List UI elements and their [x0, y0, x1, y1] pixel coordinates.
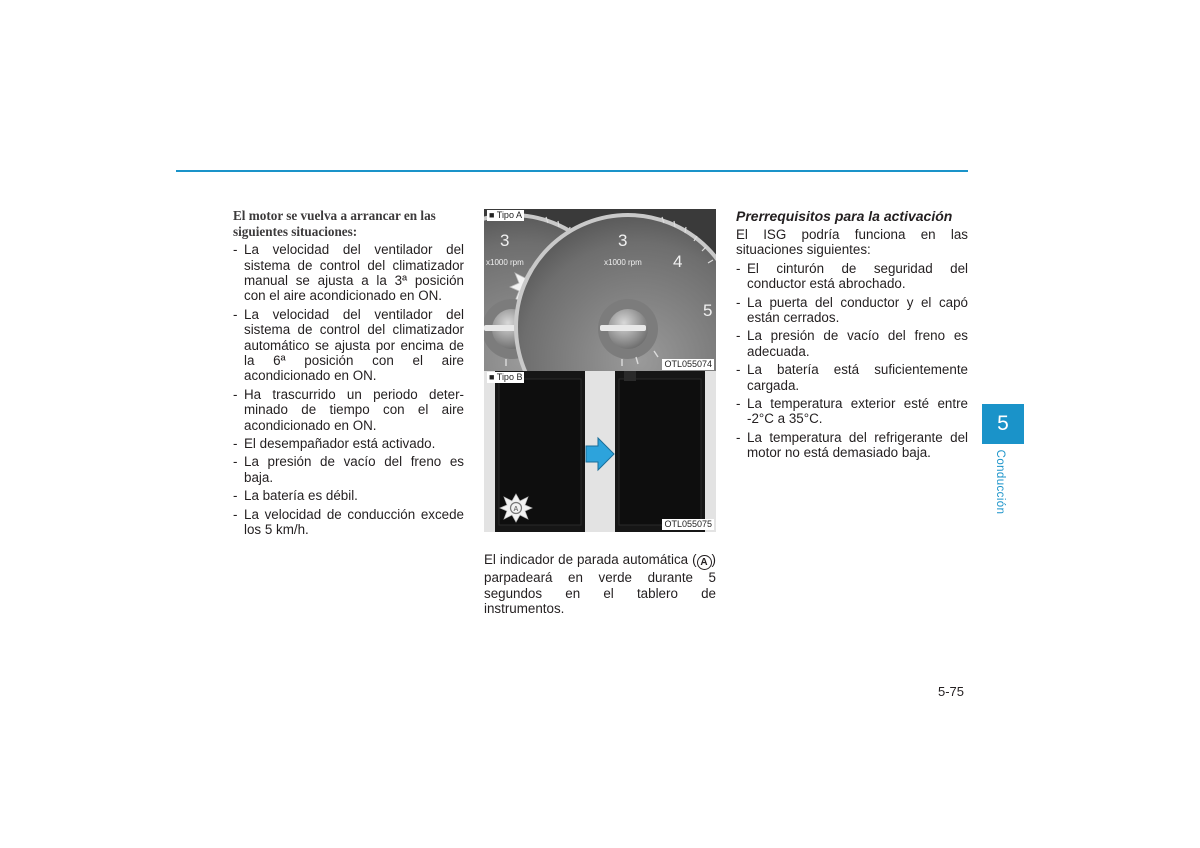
figure-tipo-a	[484, 209, 716, 372]
figure-caption	[484, 552, 716, 616]
figure-label: ■ Tipo A	[489, 210, 522, 220]
auto-stop-letter-icon: A	[697, 555, 712, 570]
cluster-illustration-a	[484, 209, 716, 372]
gauge-number-3: 3	[500, 231, 510, 250]
list-item: - El desempañador está activado.	[233, 436, 464, 451]
list-item: - La presión de vacío del freno es adecuada.	[736, 328, 968, 359]
caption-text: El indicador de parada automática (	[484, 552, 697, 568]
figure-tipo-b	[484, 371, 716, 532]
list-item: - La puerta del conductor y el capó están cerrados.	[736, 295, 968, 326]
chapter-label-text: Conducción	[994, 449, 1006, 515]
restart-list	[233, 242, 464, 537]
chapter-label	[993, 448, 1007, 518]
auto-stop-indicator-icon	[500, 494, 532, 522]
svg-text:A: A	[513, 505, 519, 513]
gauge-number-3: 3	[618, 231, 628, 250]
cluster-illustration-b	[484, 371, 716, 532]
figure-code: OTL055075	[664, 519, 712, 529]
list-item: - Ha trascurrido un periodo deter-minado de tiempo con el aire acondicionado en ON.	[233, 387, 464, 433]
page-number: 5-75	[938, 684, 965, 699]
list-item: - El cinturón de seguridad del conductor está abrochado.	[736, 261, 968, 292]
prerequisites-intro: El ISG podría funciona en las situaciones siguientes:	[736, 227, 968, 258]
gauge-number-5: 5	[703, 301, 713, 320]
list-item: - La temperatura exterior esté entre -2°C a 35°C.	[736, 396, 968, 427]
gauge-unit: x1000 rpm	[486, 258, 524, 267]
prerequisites-heading: Prerrequisitos para la activación	[736, 208, 953, 224]
list-item: - La temperatura del refrigerante del motor no está demasiado baja.	[736, 430, 968, 461]
list-item: - La presión de vacío del freno es baja.	[233, 454, 464, 485]
left-column	[233, 208, 464, 541]
right-column	[736, 208, 968, 464]
restart-heading: El motor se vuelva a arrancar en las siguientes situaciones:	[233, 208, 436, 239]
gauge-unit: x1000 rpm	[604, 258, 642, 267]
list-item: - La batería es débil.	[233, 488, 464, 503]
list-item: - La velocidad del ventilador del sistema de control del climatizador automático se ajusta por encima de la 6ª posición con el aire acondicionado en ON.	[233, 307, 464, 384]
prerequisites-list	[736, 261, 968, 461]
figure-code: OTL055074	[664, 359, 712, 369]
list-item: - La velocidad del ventilador del sistema de control del climatizador manual se ajusta a la 3ª posición con el aire acondicionado en ON.	[233, 242, 464, 304]
chapter-tab: 5	[982, 404, 1024, 444]
figure-label: ■ Tipo B	[489, 372, 523, 382]
caption-text: ) parpadeará en verde durante 5 segundos en el tablero de instrumentos.	[484, 552, 716, 616]
list-item: - La batería está suficientemente cargada.	[736, 362, 968, 393]
header-rule	[176, 170, 968, 172]
gauge-number-4: 4	[673, 252, 683, 271]
list-item: - La velocidad de conducción excede los 5 km/h.	[233, 507, 464, 538]
